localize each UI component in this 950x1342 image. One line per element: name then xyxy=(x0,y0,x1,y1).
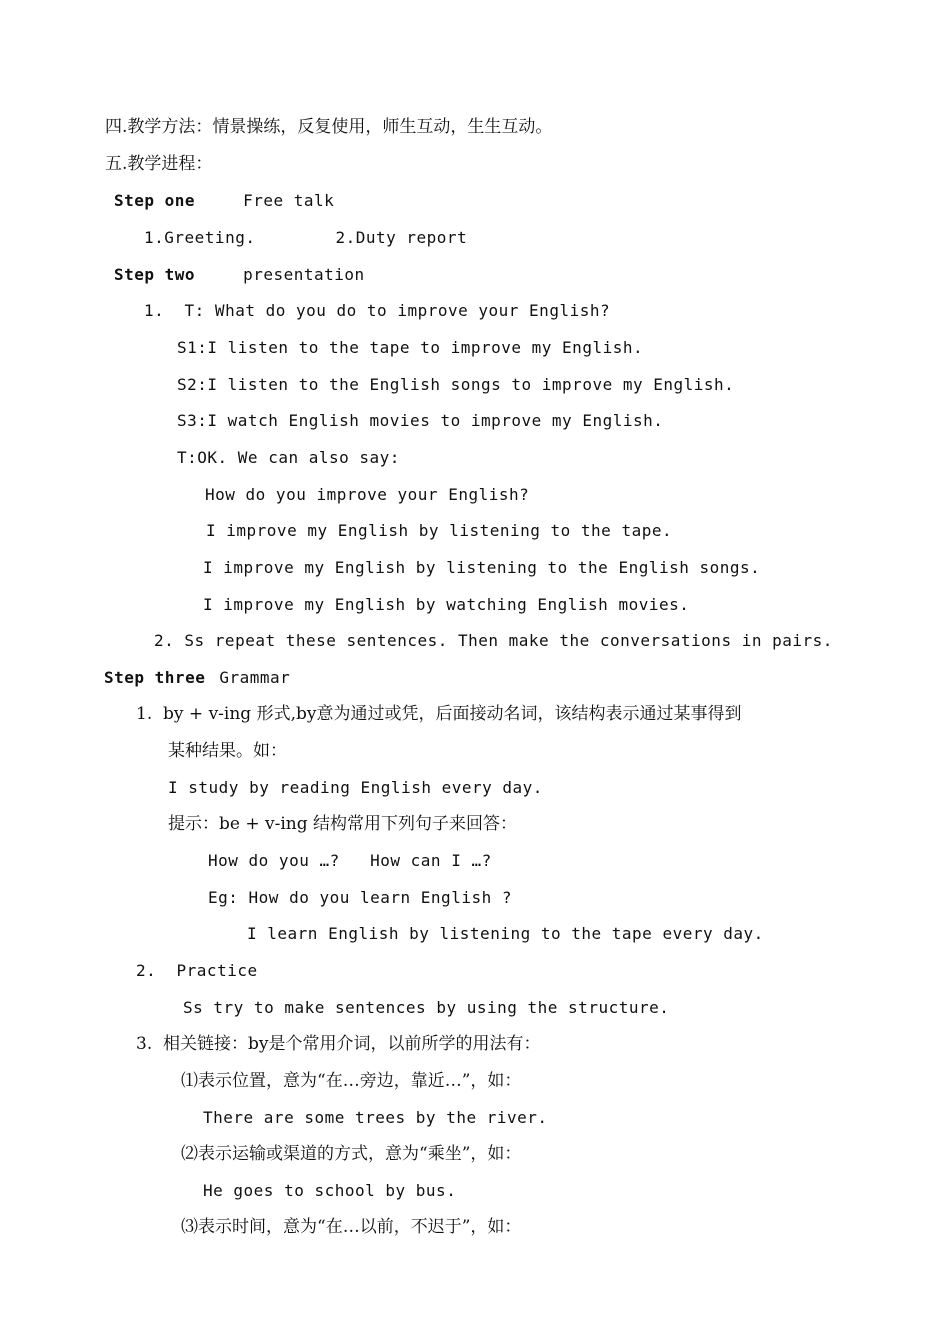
list-item: S1:I listen to the tape to improve my English. xyxy=(177,338,644,357)
list-item: 2. Ss repeat these sentences. Then make the conversations in pairs. xyxy=(154,631,833,650)
list-item: Ss try to make sentences by using the structure. xyxy=(183,998,670,1017)
list-item: S2:I listen to the English songs to improve my English. xyxy=(177,375,735,394)
list-item: 3. 相关链接：by是个常用介词，以前所学的用法有： xyxy=(136,1034,541,1054)
step-one-label: Step one xyxy=(114,191,196,210)
step-two-label: Step two xyxy=(114,265,196,284)
step-three-title: Grammar xyxy=(219,668,291,687)
step-two-title: presentation xyxy=(243,265,365,284)
list-item: ⑶表示时间，意为“在…以前，不迟于”，如： xyxy=(181,1217,522,1237)
list-item: 1. by + v-ing 形式,by意为通过或凭，后面接动名词，该结构表示通过某事得到 xyxy=(136,704,742,724)
step-one-item-duty-report: 2.Duty report xyxy=(335,228,468,247)
list-item: I improve my English by listening to the English songs. xyxy=(203,558,761,577)
step-one-title: Free talk xyxy=(243,191,335,210)
list-item: S3:I watch English movies to improve my English. xyxy=(177,411,664,430)
list-item: 提示：be + v-ing 结构常用下列句子来回答： xyxy=(168,814,518,834)
list-item: I improve my English by watching English movies. xyxy=(203,595,690,614)
list-item: How do you …? How can I …? xyxy=(208,851,492,870)
list-item: ⑴表示位置，意为“在…旁边，靠近…”，如： xyxy=(181,1071,522,1091)
list-item: 1. T: What do you do to improve your English? xyxy=(144,301,611,320)
list-item: T:OK. We can also say: xyxy=(177,448,400,467)
step-three-heading xyxy=(104,667,290,689)
step-one-item-greeting: 1.Greeting. xyxy=(144,228,256,247)
list-item: There are some trees by the river. xyxy=(203,1108,548,1127)
list-item: I study by reading English every day. xyxy=(168,778,543,797)
section-teaching-process: 五.教学进程： xyxy=(105,154,213,174)
list-item: ⑵表示运输或渠道的方式，意为“乘坐”，如： xyxy=(181,1144,522,1164)
list-item: He goes to school by bus. xyxy=(203,1181,457,1200)
step-two-heading xyxy=(114,264,365,286)
step-one-heading xyxy=(114,190,334,212)
list-item: I learn English by listening to the tape every day. xyxy=(247,924,764,943)
list-item: 某种结果。如： xyxy=(168,741,287,761)
list-item: Eg: How do you learn English ? xyxy=(208,888,512,907)
step-three-label: Step three xyxy=(104,668,206,687)
list-item: How do you improve your English? xyxy=(205,485,530,504)
list-item: 2. Practice xyxy=(136,961,258,980)
section-teaching-methods: 四.教学方法：情景操练，反复使用，师生互动，生生互动。 xyxy=(105,117,553,137)
list-item: I improve my English by listening to the tape. xyxy=(206,521,673,540)
step-one-items xyxy=(144,227,467,249)
